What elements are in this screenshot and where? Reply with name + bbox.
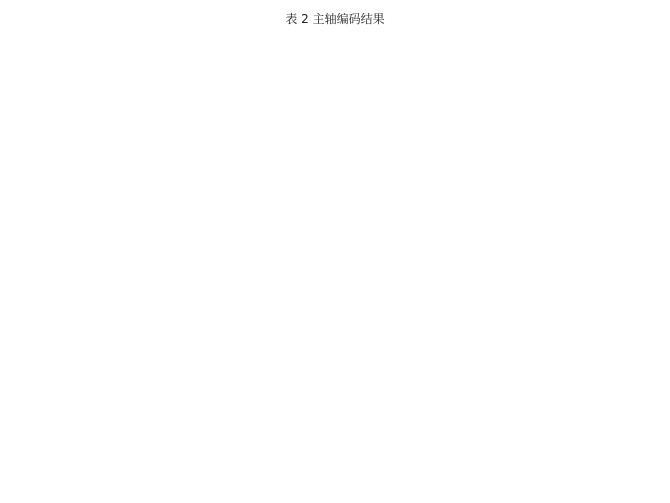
- table-title: 表 2 主轴编码结果: [285, 12, 385, 26]
